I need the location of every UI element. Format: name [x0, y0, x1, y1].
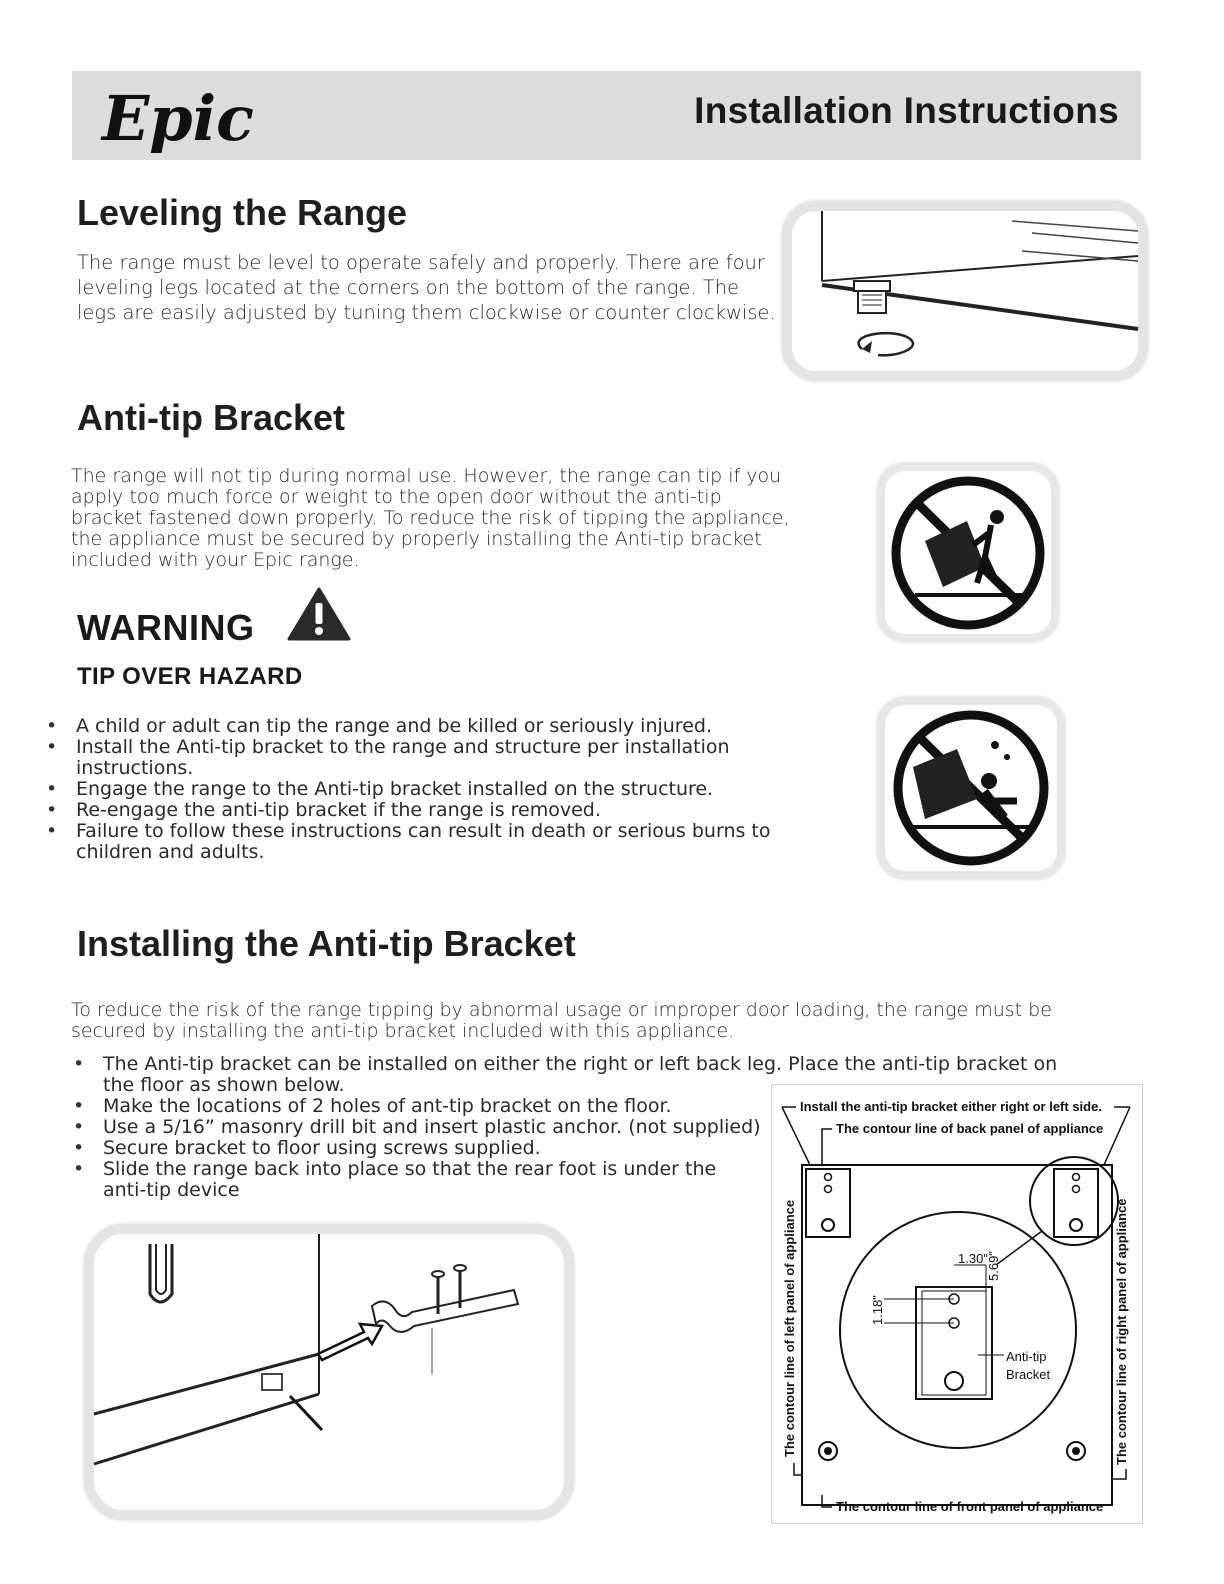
tip-hazard-sign-1 [877, 463, 1059, 642]
installing-step: • Make the locations of 2 holes of ant-tip bracket on the floor. [103, 1096, 1093, 1117]
diagram-left-label: The contour line of left panel of appliance [782, 1199, 797, 1457]
section-heading-installing: Installing the Anti-tip Bracket [77, 923, 576, 964]
installing-intro: To reduce the risk of the range tipping by abnormal usage or improper door loading, the range must be secured by installing the anti-tip bracket included with this appliance. [71, 999, 1052, 1042]
warning-title: WARNING [77, 607, 255, 648]
diagram-right-label: The contour line of right panel of appliance [1114, 1198, 1129, 1465]
bracket-install-illustration [84, 1224, 574, 1520]
section-heading-antitip: Anti-tip Bracket [77, 397, 346, 438]
warning-triangle-icon [287, 587, 351, 641]
leveling-leg-drawing [792, 211, 1138, 371]
leveling-leg-illustration [782, 201, 1148, 381]
dimension-3: 1.18" [870, 1295, 885, 1325]
diagram-top-label: Install the anti-tip bracket either right or left side. [800, 1099, 1102, 1114]
warning-item: • Engage the range to the Anti-tip bracket installed on the structure. [76, 779, 806, 800]
warning-list [76, 716, 806, 863]
warning-item: • Re-engage the anti-tip bracket if the range is removed. [76, 800, 806, 821]
dimension-2: 5.69" [986, 1251, 1001, 1281]
anti-tip-placement-diagram [771, 1084, 1143, 1524]
leveling-text: The range must be level to operate safely and properly. There are four leveling legs located at the corners on the bottom of the range. The legs are easily adjusted by tuning them clockwise or counter clockwise. [77, 251, 776, 324]
page-title: Installation Instructions [694, 90, 1119, 131]
antitip-text: The range will not tip during normal use. However, the range can tip if you apply too much force or weight to the open door without the anti-tip bracket fastened down properly. To reduce the risk of tipping the appliance, the appliance must be secured by properly installing the Anti-tip bracket included with your Epic range. [71, 465, 790, 571]
bracket-install-drawing [94, 1234, 564, 1510]
no-tipping-icon [885, 471, 1051, 634]
installing-step: • The Anti-tip bracket can be installed on either the right or left back leg. Place the anti-tip bracket on the floor as shown below. [103, 1054, 1093, 1096]
bracket-label-2: Bracket [1006, 1367, 1051, 1382]
dimension-1: 1.30" [958, 1251, 988, 1266]
installing-step: • Secure bracket to floor using screws supplied. [103, 1138, 1093, 1159]
logo-text: Epic [102, 82, 254, 155]
tip-over-hazard-subtitle: TIP OVER HAZARD [77, 663, 303, 690]
installing-step: • Use a 5/16” masonry drill bit and insert plastic anchor. (not supplied) [103, 1117, 1093, 1138]
placement-diagram-drawing [772, 1085, 1142, 1523]
diagram-front-label: The contour line of front panel of appliance [836, 1499, 1104, 1514]
bracket-label-1: Anti-tip [1006, 1349, 1047, 1364]
section-heading-leveling: Leveling the Range [77, 192, 408, 233]
diagram-back-label: The contour line of back panel of appliance [836, 1121, 1104, 1136]
epic-logo [98, 74, 254, 164]
tip-hazard-sign-2 [877, 697, 1065, 879]
warning-item: • Failure to follow these instructions can result in death or serious burns to children and adults. [76, 821, 806, 863]
installing-step: • Slide the range back into place so that the rear foot is under the anti-tip device [103, 1159, 733, 1201]
no-child-climbing-icon [885, 705, 1057, 871]
warning-item: • A child or adult can tip the range and be killed or seriously injured. [76, 716, 806, 737]
warning-item: • Install the Anti-tip bracket to the range and structure per installation instructions. [76, 737, 806, 779]
